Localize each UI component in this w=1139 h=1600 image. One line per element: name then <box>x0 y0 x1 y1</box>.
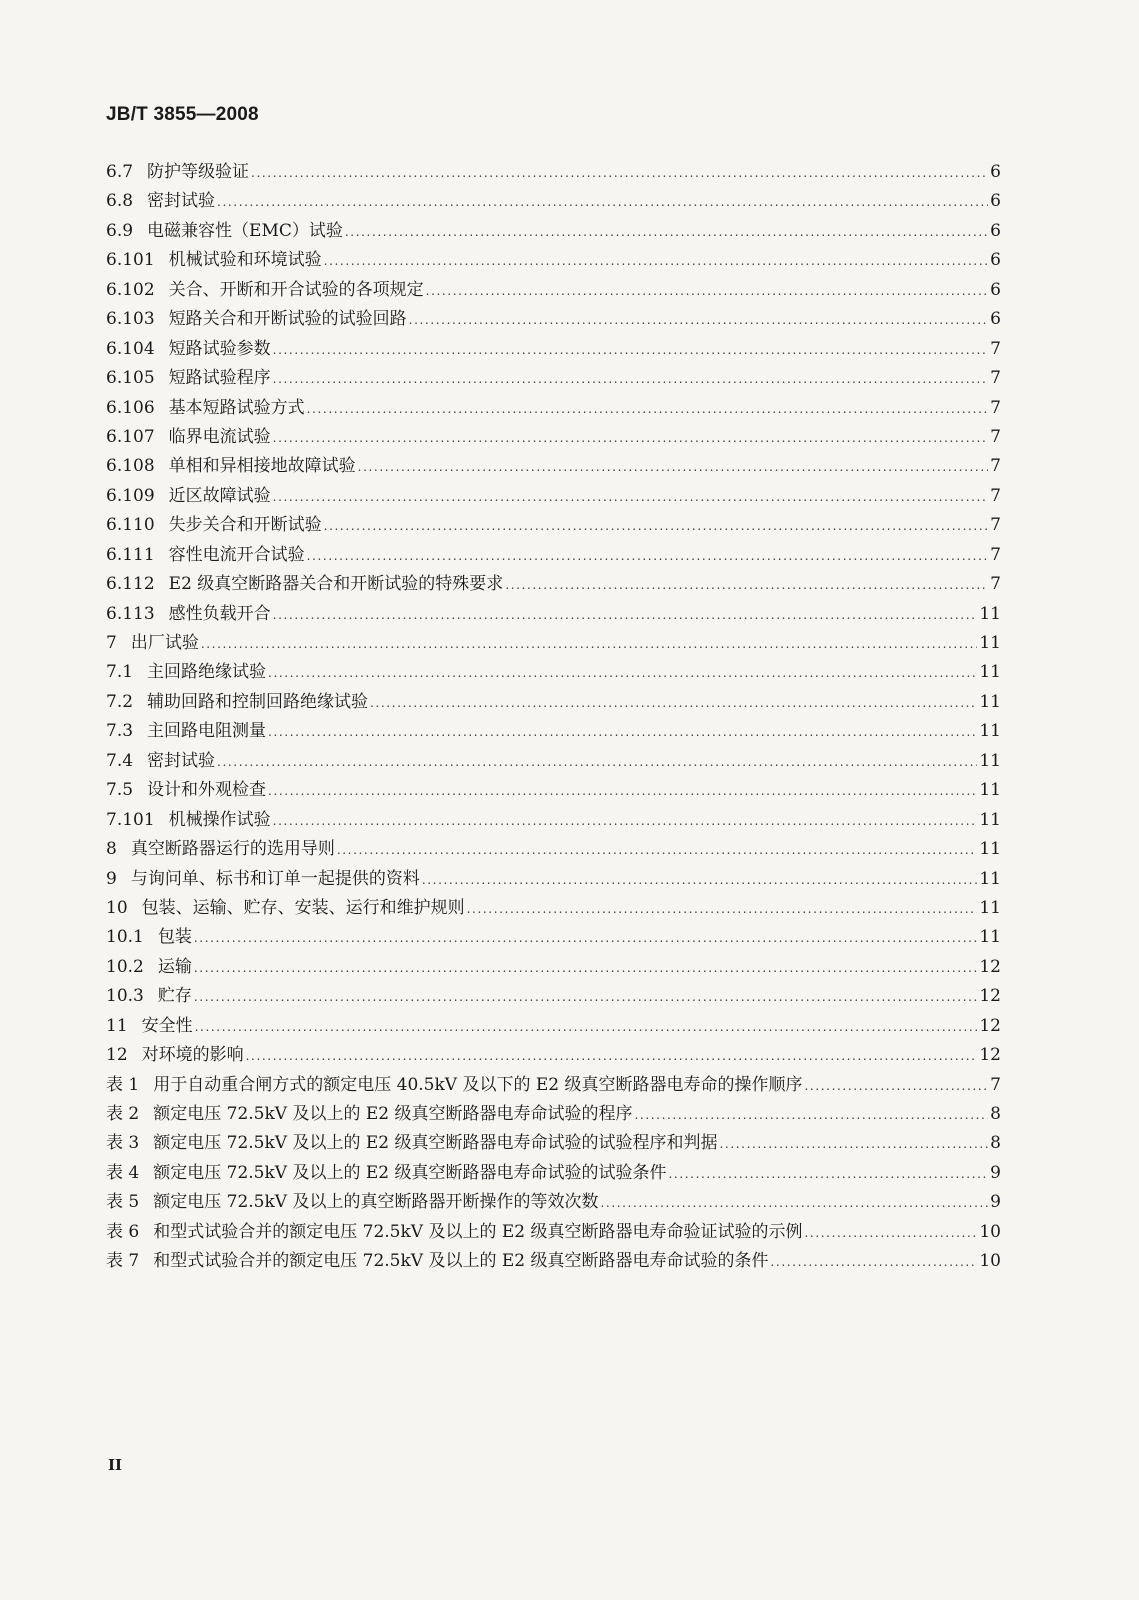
toc-entry[interactable] <box>106 451 1001 480</box>
toc-leader-dots <box>307 402 989 416</box>
toc-entry-page: 11 <box>979 809 1001 830</box>
toc-entry-page: 11 <box>979 721 1001 742</box>
toc-entry-title: 出厂试验 <box>130 633 199 653</box>
toc-entry-title: 主回路绝缘试验 <box>147 662 267 683</box>
toc-entry-title: 额定电压 72.5kV 及以上的真空断路器开断操作的等效次数 <box>153 1192 599 1213</box>
toc-entry-number: 6.108 <box>106 456 155 477</box>
toc-entry-page: 12 <box>979 956 1001 977</box>
toc-entry-title: 安全性 <box>141 1015 193 1036</box>
toc-leader-dots <box>273 490 989 504</box>
toc-entry-page: 11 <box>979 927 1001 948</box>
toc-entry-title: E2 级真空断路器关合和开断试验的特殊要求 <box>168 574 504 595</box>
toc-entry-title: 容性电流开合试验 <box>168 544 305 565</box>
toc-entry-number: 表 7 <box>106 1251 140 1272</box>
toc-entry-number: 6.112 <box>106 574 155 595</box>
toc-entry-title: 失步关合和开断试验 <box>168 515 322 536</box>
toc-entry-number: 6.113 <box>106 603 155 624</box>
toc-leader-dots <box>273 608 978 622</box>
toc-entry-title: 感性负载开合 <box>168 603 271 624</box>
toc-entry-number: 表 5 <box>106 1192 140 1213</box>
toc-leader-dots <box>805 1226 978 1240</box>
toc-entry-number: 6.107 <box>106 426 155 447</box>
toc-leader-dots <box>370 696 977 710</box>
toc-leader-dots <box>600 1196 988 1210</box>
toc-leader-dots <box>635 1108 989 1122</box>
toc-entry-page: 10 <box>979 1221 1001 1242</box>
toc-leader-dots <box>217 755 977 769</box>
toc-entry-page: 9 <box>990 1192 1001 1213</box>
toc-entry-number: 8 <box>106 839 117 860</box>
toc-entry[interactable] <box>106 1187 1001 1216</box>
toc-entry-number: 7.2 <box>106 691 134 712</box>
toc-leader-dots <box>194 931 978 945</box>
toc-entry-number: 7.101 <box>106 809 155 830</box>
toc-entry[interactable] <box>106 716 1001 745</box>
toc-entry-title: 和型式试验合并的额定电压 72.5kV 及以上的 E2 级真空断路器电寿命试验的条件 <box>153 1251 769 1272</box>
toc-entry[interactable] <box>106 599 1001 628</box>
toc-entry-page: 11 <box>979 839 1001 860</box>
table-of-contents <box>106 157 1001 1276</box>
toc-entry-page: 11 <box>979 750 1001 771</box>
toc-entry-page: 7 <box>990 397 1001 418</box>
toc-entry[interactable] <box>106 952 1001 981</box>
toc-entry-page: 12 <box>979 986 1001 1007</box>
toc-entry-title: 密封试验 <box>147 750 216 771</box>
toc-entry[interactable] <box>106 805 1001 834</box>
toc-leader-dots <box>409 313 989 327</box>
toc-entry[interactable] <box>106 245 1001 274</box>
toc-entry[interactable] <box>106 775 1001 804</box>
toc-entry-number: 12 <box>106 1045 128 1066</box>
document-code: JB/T 3855—2008 <box>106 104 259 125</box>
toc-entry-title: 和型式试验合并的额定电压 72.5kV 及以上的 E2 级真空断路器电寿命验证试验的示例 <box>153 1221 803 1242</box>
toc-entry-page: 6 <box>990 220 1001 241</box>
toc-entry-number: 10.2 <box>106 956 144 977</box>
toc-entry-number: 6.103 <box>106 309 155 330</box>
toc-entry-page: 8 <box>990 1104 1001 1124</box>
toc-entry[interactable] <box>106 893 1001 922</box>
toc-entry-title: 额定电压 72.5kV 及以上的 E2 级真空断路器电寿命试验的试验条件 <box>153 1162 667 1183</box>
toc-entry-title: 主回路电阻测量 <box>147 721 267 742</box>
toc-entry-title: 机械试验和环境试验 <box>168 250 322 271</box>
toc-entry-title: 防护等级验证 <box>147 162 250 182</box>
toc-entry-number: 10.3 <box>106 986 144 1007</box>
toc-leader-dots <box>771 1255 978 1269</box>
toc-entry[interactable] <box>106 1246 1001 1275</box>
toc-entry[interactable] <box>106 510 1001 539</box>
toc-leader-dots <box>505 578 988 592</box>
toc-entry[interactable] <box>106 1217 1001 1246</box>
toc-entry-number: 7.4 <box>106 750 134 771</box>
toc-leader-dots <box>273 814 978 828</box>
toc-entry-page: 6 <box>990 250 1001 271</box>
toc-entry-page: 11 <box>979 868 1001 889</box>
toc-entry-page: 6 <box>990 309 1001 330</box>
toc-leader-dots <box>669 1167 989 1181</box>
toc-leader-dots <box>268 666 977 680</box>
toc-leader-dots <box>345 225 988 239</box>
toc-entry[interactable] <box>106 275 1001 304</box>
toc-entry[interactable] <box>106 569 1001 598</box>
toc-entry-page: 7 <box>990 515 1001 536</box>
toc-entry-number: 10 <box>106 897 128 918</box>
toc-entry-number: 表 4 <box>106 1162 140 1183</box>
toc-leader-dots <box>324 254 989 268</box>
toc-entry-page: 11 <box>979 691 1001 712</box>
toc-entry[interactable] <box>106 657 1001 686</box>
toc-entry[interactable] <box>106 628 1001 657</box>
toc-entry-page: 7 <box>990 426 1001 447</box>
toc-entry-title: 运输 <box>157 956 192 977</box>
toc-entry[interactable] <box>106 981 1001 1010</box>
toc-entry-title: 用于自动重合闸方式的额定电压 40.5kV 及以下的 E2 级真空断路器电寿命的操作顺序 <box>153 1074 803 1095</box>
toc-entry-title: 电磁兼容性（EMC）试验 <box>147 220 343 241</box>
toc-entry-title: 设计和外观检查 <box>147 780 267 801</box>
toc-entry-title: 密封试验 <box>147 191 216 212</box>
toc-leader-dots <box>324 519 989 533</box>
toc-entry-title: 额定电压 72.5kV 及以上的 E2 级真空断路器电寿命试验的试验程序和判据 <box>153 1133 718 1154</box>
toc-leader-dots <box>195 1020 978 1034</box>
toc-leader-dots <box>251 166 988 180</box>
toc-leader-dots <box>217 195 988 209</box>
toc-leader-dots <box>268 784 977 798</box>
toc-leader-dots <box>720 1137 989 1151</box>
toc-entry-title: 与询问单、标书和订单一起提供的资料 <box>130 868 420 889</box>
toc-entry-page: 12 <box>979 1015 1001 1036</box>
toc-entry[interactable] <box>106 334 1001 363</box>
toc-entry[interactable] <box>106 687 1001 716</box>
toc-entry-page: 11 <box>979 603 1001 624</box>
toc-entry-title: 真空断路器运行的选用导则 <box>130 839 335 860</box>
page-number: II <box>108 1456 123 1474</box>
toc-entry-page: 11 <box>979 780 1001 801</box>
toc-entry-number: 表 1 <box>106 1074 140 1095</box>
toc-entry[interactable] <box>106 540 1001 569</box>
toc-entry-page: 10 <box>979 1251 1001 1272</box>
toc-entry[interactable] <box>106 304 1001 333</box>
toc-entry-number: 6.105 <box>106 368 155 389</box>
toc-entry-number: 表 6 <box>106 1221 140 1242</box>
toc-leader-dots <box>426 284 989 298</box>
toc-entry[interactable] <box>106 186 1001 215</box>
toc-entry-number: 6.102 <box>106 279 155 300</box>
toc-entry-page: 6 <box>990 162 1001 182</box>
toc-entry-page: 7 <box>990 544 1001 565</box>
toc-entry-number: 6.9 <box>106 220 134 241</box>
toc-leader-dots <box>194 961 978 975</box>
toc-entry[interactable] <box>106 864 1001 893</box>
toc-entry[interactable] <box>106 1128 1001 1157</box>
toc-entry[interactable] <box>106 393 1001 422</box>
toc-leader-dots <box>358 460 989 474</box>
toc-entry-title: 包装 <box>157 927 192 948</box>
toc-leader-dots <box>422 873 978 887</box>
toc-leader-dots <box>805 1079 989 1093</box>
toc-entry-title: 临界电流试验 <box>168 426 271 447</box>
toc-entry[interactable] <box>106 481 1001 510</box>
toc-entry-page: 12 <box>979 1045 1001 1066</box>
toc-entry-number: 7.1 <box>106 662 134 683</box>
toc-entry-number: 6.104 <box>106 338 155 359</box>
toc-entry-page: 11 <box>979 897 1001 918</box>
toc-leader-dots <box>246 1049 978 1063</box>
toc-entry-number: 7.5 <box>106 780 134 801</box>
toc-entry-title: 辅助回路和控制回路绝缘试验 <box>147 691 369 712</box>
toc-leader-dots <box>273 431 989 445</box>
toc-entry-number: 6.110 <box>106 515 155 536</box>
toc-entry[interactable] <box>106 922 1001 951</box>
toc-entry-number: 表 2 <box>106 1104 140 1124</box>
toc-leader-dots <box>273 343 989 357</box>
toc-entry-page: 7 <box>990 338 1001 359</box>
toc-entry-number: 10.1 <box>106 927 144 948</box>
toc-entry-title: 额定电压 72.5kV 及以上的 E2 级真空断路器电寿命试验的程序 <box>153 1104 633 1124</box>
toc-entry[interactable] <box>106 422 1001 451</box>
toc-leader-dots <box>268 725 977 739</box>
toc-entry-page: 7 <box>990 485 1001 506</box>
toc-entry-number: 6.7 <box>106 162 134 182</box>
toc-leader-dots <box>273 372 989 386</box>
toc-entry-title: 短路试验程序 <box>168 368 271 389</box>
toc-entry-page: 7 <box>990 1074 1001 1095</box>
toc-entry-title: 机械操作试验 <box>168 809 271 830</box>
toc-entry-number: 6.8 <box>106 191 134 212</box>
toc-entry-number: 表 3 <box>106 1133 140 1154</box>
toc-leader-dots <box>337 843 978 857</box>
toc-entry-page: 7 <box>990 456 1001 477</box>
toc-entry[interactable] <box>106 216 1001 245</box>
toc-entry[interactable] <box>106 1158 1001 1187</box>
toc-entry-number: 7.3 <box>106 721 134 742</box>
toc-entry-number: 9 <box>106 868 117 889</box>
toc-entry-number: 11 <box>106 1015 128 1036</box>
toc-entry-number: 6.101 <box>106 250 155 271</box>
toc-entry[interactable] <box>106 1099 1001 1128</box>
toc-entry-title: 对环境的影响 <box>141 1045 244 1066</box>
toc-entry[interactable] <box>106 1040 1001 1069</box>
toc-entry-title: 短路关合和开断试验的试验回路 <box>168 309 407 330</box>
toc-entry-title: 单相和异相接地故障试验 <box>168 456 356 477</box>
toc-entry-title: 基本短路试验方式 <box>168 397 305 418</box>
toc-entry-number: 6.106 <box>106 397 155 418</box>
toc-entry-title: 贮存 <box>157 986 192 1007</box>
toc-entry-page: 7 <box>990 574 1001 595</box>
toc-entry-page: 6 <box>990 191 1001 212</box>
toc-leader-dots <box>201 637 978 651</box>
toc-entry-number: 6.111 <box>106 544 155 565</box>
toc-entry-title: 关合、开断和开合试验的各项规定 <box>168 279 424 300</box>
toc-entry[interactable] <box>106 834 1001 863</box>
toc-entry[interactable] <box>106 363 1001 392</box>
toc-entry[interactable] <box>106 1011 1001 1040</box>
toc-entry-page: 8 <box>990 1133 1001 1154</box>
toc-entry-title: 短路试验参数 <box>168 338 271 359</box>
toc-entry-page: 11 <box>979 662 1001 683</box>
toc-entry-page: 6 <box>990 279 1001 300</box>
toc-entry[interactable] <box>106 746 1001 775</box>
toc-entry-number: 7 <box>106 633 117 653</box>
toc-leader-dots <box>194 990 978 1004</box>
toc-entry-page: 7 <box>990 368 1001 389</box>
toc-entry-title: 包装、运输、贮存、安装、运行和维护规则 <box>141 897 465 918</box>
toc-leader-dots <box>467 902 978 916</box>
toc-entry-number: 6.109 <box>106 485 155 506</box>
toc-entry-page: 11 <box>979 633 1001 653</box>
toc-leader-dots <box>307 549 989 563</box>
toc-entry[interactable] <box>106 157 1001 186</box>
toc-entry-page: 9 <box>990 1162 1001 1183</box>
toc-entry[interactable] <box>106 1070 1001 1099</box>
toc-entry-title: 近区故障试验 <box>168 485 271 506</box>
